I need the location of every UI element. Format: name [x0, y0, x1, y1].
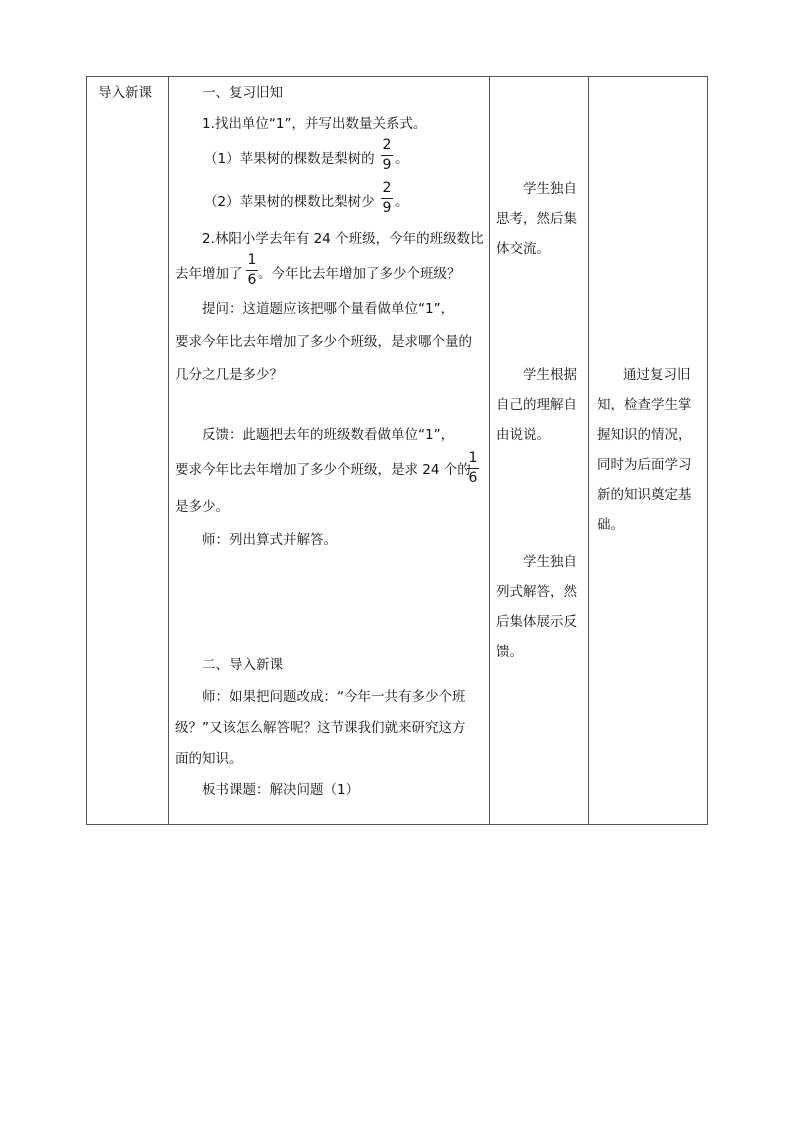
fraction-denominator: 6	[468, 470, 478, 486]
period: 。	[395, 151, 409, 167]
period: 。	[395, 194, 409, 210]
fraction-bar	[467, 468, 479, 469]
intent-line-5: 新的知识奠定基	[597, 487, 692, 503]
fraction-denominator: 9	[382, 200, 392, 216]
feedback-line-1: 反馈：此题把去年的班级数看做单位“1”，	[202, 427, 455, 443]
student-activity-b-line-2: 自己的理解自	[496, 397, 577, 413]
fraction-numerator: 2	[382, 180, 392, 196]
question-1-part-2: （2）苹果树的棵数比梨树少	[204, 194, 375, 210]
fraction-bar	[381, 155, 393, 156]
table-divider-content	[489, 76, 490, 825]
fraction-denominator: 9	[382, 157, 392, 173]
fraction-numerator: 2	[382, 137, 392, 153]
student-activity-c-line-1: 学生独自	[523, 554, 577, 570]
intent-line-6: 础。	[597, 517, 624, 533]
table-divider-student	[588, 76, 589, 825]
student-activity-a-line-2: 思考，然后集	[496, 211, 577, 227]
feedback-line-2: 要求今年比去年增加了多少个班级，是求 24 个的	[175, 462, 471, 478]
fraction-numerator: 1	[468, 450, 478, 466]
teacher-question-line-1: 师：如果把问题改成：“今年一共有多少个班	[202, 689, 466, 705]
table-border-right	[707, 76, 708, 825]
teacher-instruction: 师：列出算式并解答。	[202, 532, 337, 548]
fraction-denominator: 6	[247, 272, 257, 288]
student-activity-c-line-4: 馈。	[496, 644, 523, 660]
question-2-line-1: 2.林阳小学去年有 24 个班级，今年的班级数比	[202, 231, 484, 247]
section-heading-new-lesson: 二、导入新课	[202, 657, 283, 673]
question-2-line-2-rest: 。今年比去年增加了多少个班级？	[258, 266, 461, 282]
question-1: 1.找出单位“1”，并写出数量关系式。	[202, 116, 427, 132]
fraction-1-6	[467, 451, 479, 485]
student-activity-b-line-1: 学生根据	[523, 367, 577, 383]
stage-label: 导入新课	[98, 85, 152, 101]
fraction-numerator: 1	[247, 252, 257, 268]
question-1-part-1: （1）苹果树的棵数是梨树的	[204, 151, 375, 167]
lesson-table	[86, 76, 708, 825]
intent-line-3: 握知识的情况，	[597, 427, 692, 443]
teacher-question-line-2: 级？”又该怎么解答呢？这节课我们就来研究这方	[175, 720, 466, 736]
prompt-line-1: 提问：这道题应该把哪个量看做单位“1”，	[202, 301, 455, 317]
fraction-bar	[381, 198, 393, 199]
feedback-line-3: 是多少。	[175, 499, 229, 515]
question-2-line-2: 去年增加了	[175, 266, 243, 282]
section-heading-review: 一、复习旧知	[202, 85, 283, 101]
intent-line-2: 知，检查学生掌	[597, 397, 692, 413]
fraction-bar	[246, 270, 258, 271]
fraction-1-6	[246, 253, 258, 287]
fraction-2-9	[381, 181, 393, 215]
prompt-line-2: 要求今年比去年增加了多少个班级，是求哪个量的	[175, 334, 472, 350]
blackboard-title: 板书课题：解决问题（1）	[202, 782, 360, 798]
prompt-line-3: 几分之几是多少？	[175, 367, 283, 383]
table-border-left	[86, 76, 87, 825]
student-activity-b-line-3: 由说说。	[496, 427, 550, 443]
student-activity-a-line-1: 学生独自	[523, 181, 577, 197]
student-activity-c-line-2: 列式解答，然	[496, 584, 577, 600]
intent-line-4: 同时为后面学习	[597, 457, 692, 473]
student-activity-c-line-3: 后集体展示反	[496, 614, 577, 630]
teacher-question-line-3: 面的知识。	[175, 751, 243, 767]
table-divider-stage	[168, 76, 169, 825]
student-activity-a-line-3: 体交流。	[496, 241, 550, 257]
intent-line-1: 通过复习旧	[623, 367, 691, 383]
fraction-2-9	[381, 138, 393, 172]
